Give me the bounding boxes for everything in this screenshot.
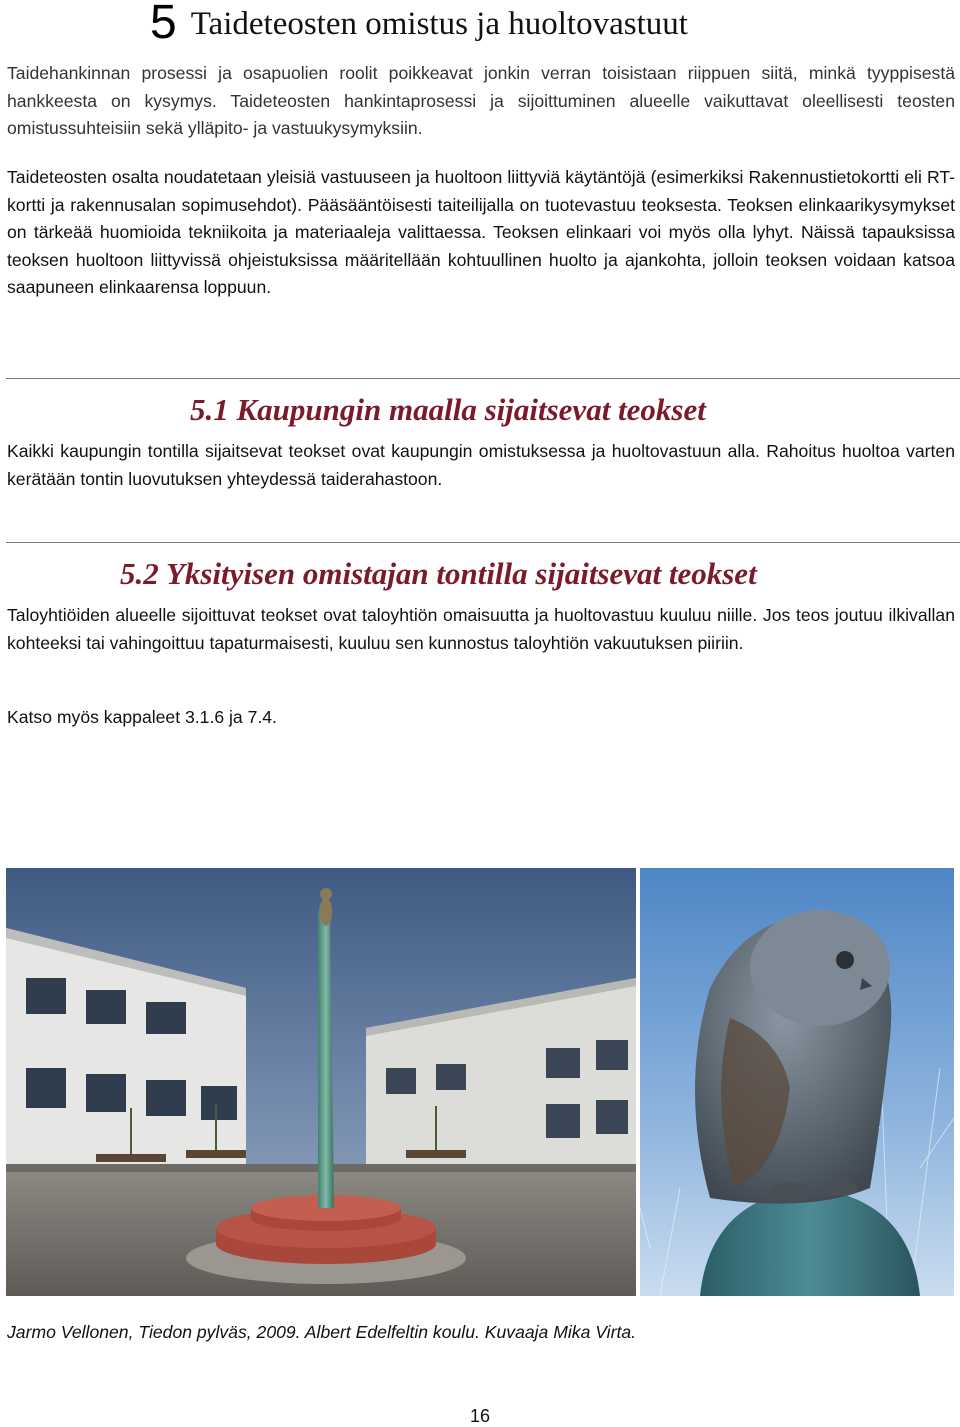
section-5-1-paragraph: Kaikki kaupungin tontilla sijaitsevat teokset ovat kaupungin omistuksessa ja huoltovastuun alla. Rahoitus huoltoa varten kerätään tontin luovutuksen yhteydessä taiderahastoon. <box>7 441 955 489</box>
section-divider-5-2 <box>6 542 960 543</box>
chapter-heading <box>150 0 688 49</box>
section-divider-5-1 <box>6 378 960 379</box>
section-title-5-1: 5.1 Kaupungin maalla sijaitsevat teokset <box>190 392 706 427</box>
chapter-title: Taideteosten omistus ja huoltovastuut <box>190 6 688 42</box>
section-title-5-2: 5.2 Yksityisen omistajan tontilla sijaitsevat teokset <box>120 556 757 591</box>
chapter-number: 5 <box>150 0 177 49</box>
page-number: 16 <box>469 1406 491 1426</box>
photo-caption: Jarmo Vellonen, Tiedon pylväs, 2009. Albert Edelfeltin koulu. Kuvaaja Mika Virta. <box>7 1322 637 1342</box>
see-also-paragraph: Katso myös kappaleet 3.1.6 ja 7.4. <box>7 707 277 727</box>
owl-sculpture-photo <box>640 868 954 1296</box>
section-5-2-paragraph: Taloyhtiöiden alueelle sijoittuvat teokset ovat taloyhtiön omaisuutta ja huoltovastuu kuuluu niille. Jos teos joutuu ilkivallan kohteeksi tai vahingoittuu tapaturmaisesti, kuuluu sen kunnostus taloyhtiön vakuutuksen piiriin. <box>7 605 955 653</box>
intro-paragraph-1: Taidehankinnan prosessi ja osapuolien roolit poikkeavat jonkin verran toisistaan riippuen siitä, minkä tyyppisestä hankkeesta on kysymys. Taideteosten hankintaprosessi ja sijoittuminen alueelle vaikuttavat oleellisesti teosten omistussuhteisiin sekä ylläpito- ja vastuukysymyksiin. <box>7 63 955 138</box>
intro-paragraph-2: Taideteosten osalta noudatetaan yleisiä vastuuseen ja huoltoon liittyviä käytäntöjä (esimerkiksi Rakennustietokortti eli RT-kortti ja rakennusalan sopimusehdot). Pääsääntöisesti taiteilijalla on tuotevastuu teoksesta. Teoksen elinkaarikysymykset on tärkeää huomioida tekniikoita ja materiaaleja valittaessa. Teoksen elinkaari voi myös olla lyhyt. Näissä tapauksissa teoksen huoltoon liittyvissä ohjeistuksissa määritellään kohtuullinen huolto ja ajankohta, jolloin teoksen voidaan katsoa saapuneen elinkaarensa loppuun. <box>7 167 955 297</box>
sculpture-column-photo <box>6 868 636 1296</box>
